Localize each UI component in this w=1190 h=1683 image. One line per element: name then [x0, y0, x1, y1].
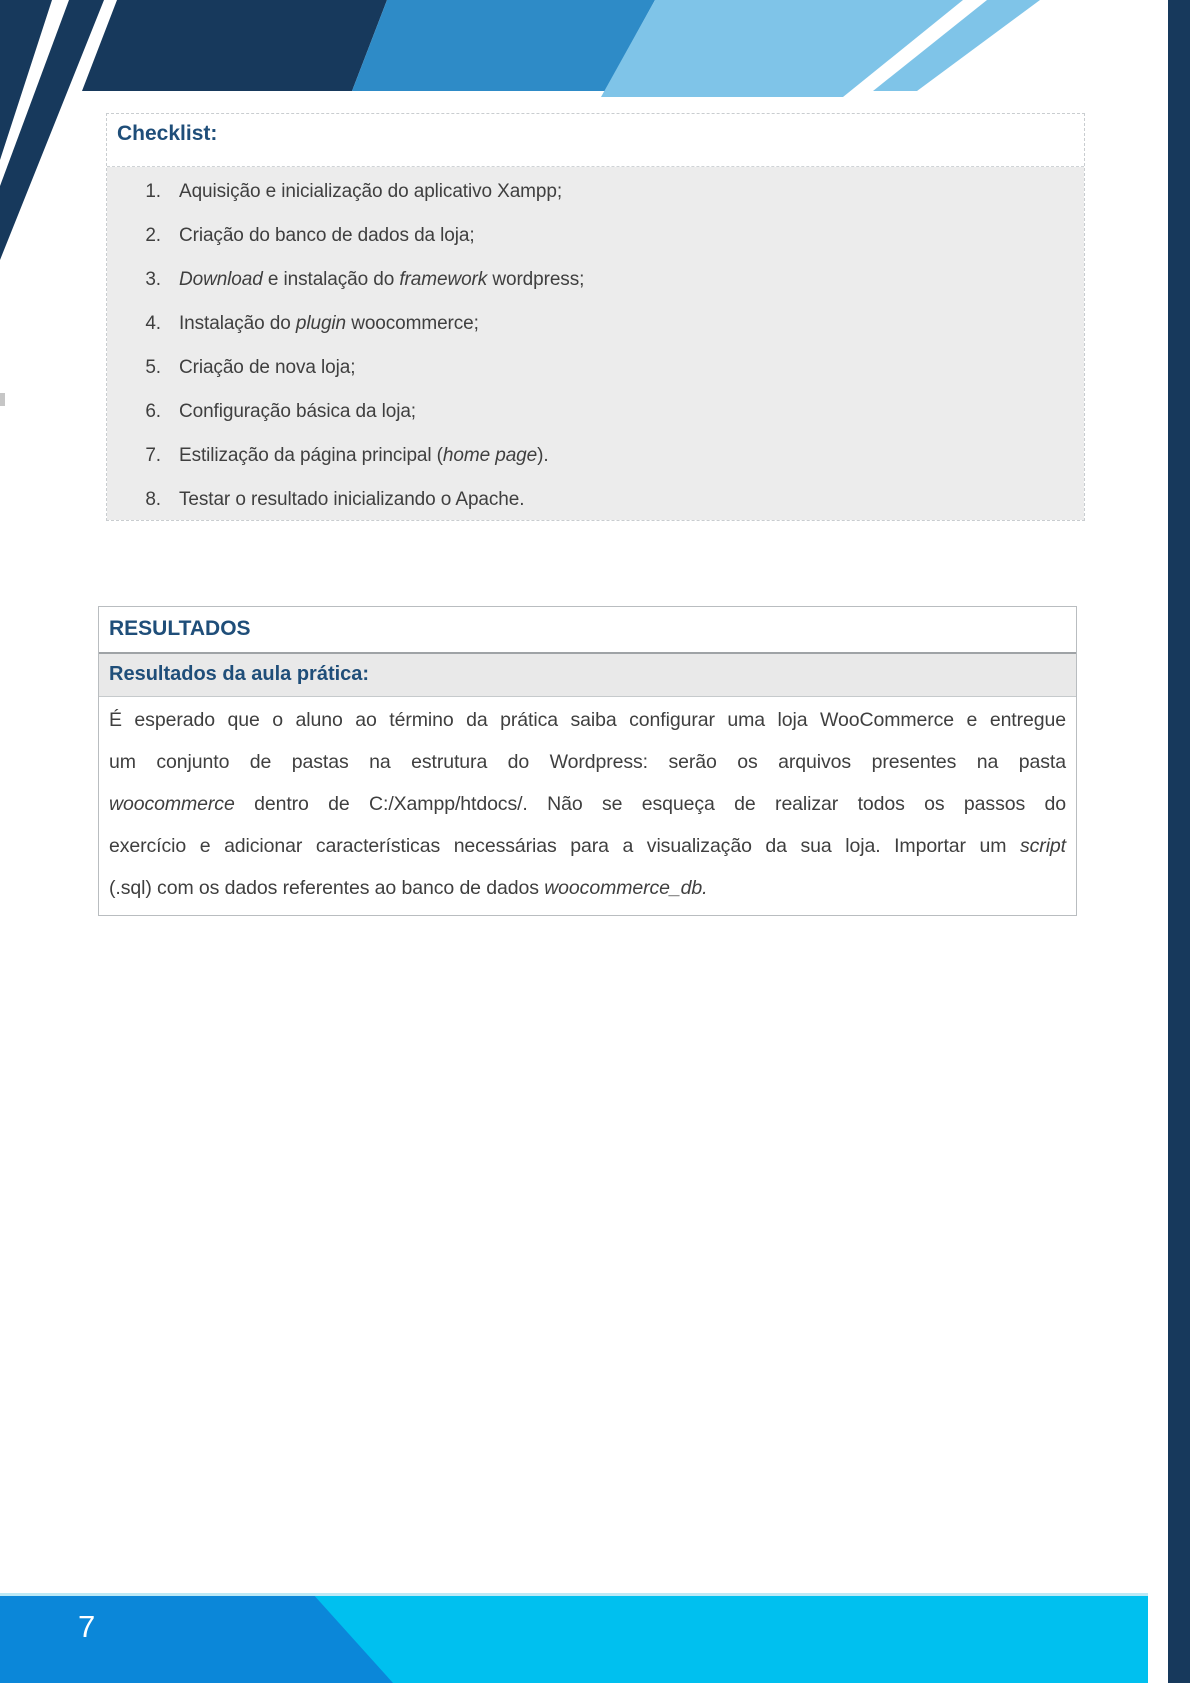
checklist-item — [107, 311, 1084, 336]
paragraph-line — [109, 867, 1066, 909]
text-segment: Testar o resultado inicializando o Apache. — [179, 489, 525, 510]
footer-band — [0, 1593, 1148, 1683]
footer-top-line — [0, 1593, 1148, 1596]
left-margin-mark — [0, 393, 5, 406]
checklist-item — [107, 355, 1084, 380]
text-segment: dentro de C:/Xampp/htdocs/. Não se esqueça de realizar todos os passos do — [234, 793, 1066, 815]
text-segment-italic: woocommerce_db. — [544, 877, 708, 899]
checklist-item-number: 4. — [145, 313, 161, 334]
text-segment-italic: script — [1020, 835, 1066, 857]
results-section-title: RESULTADOS — [109, 617, 251, 640]
checklist-item — [107, 443, 1084, 468]
checklist-item-text — [179, 223, 475, 248]
text-segment: Criação do banco de dados da loja; — [179, 225, 475, 246]
checklist-item — [107, 399, 1084, 424]
checklist-item-number: 8. — [145, 489, 161, 510]
text-segment-italic: Download — [179, 269, 263, 290]
text-segment-italic: home page — [442, 445, 538, 466]
checklist-item-number: 5. — [145, 357, 161, 378]
text-segment: wordpress; — [487, 269, 585, 290]
checklist-item-number: 7. — [145, 445, 161, 466]
checklist-item-text — [179, 355, 355, 380]
checklist-body — [107, 167, 1084, 520]
checklist-title: Checklist: — [117, 122, 218, 145]
text-segment: Instalação do — [179, 313, 296, 334]
page-number: 7 — [78, 1609, 96, 1644]
text-segment: Configuração básica da loja; — [179, 401, 416, 422]
text-segment: ). — [537, 445, 549, 466]
checklist-item-text — [179, 311, 479, 336]
checklist-header — [107, 114, 1084, 167]
footer-decoration — [0, 1593, 1148, 1683]
checklist-item-number: 1. — [145, 181, 161, 202]
text-segment: Aquisição e inicialização do aplicativo Xampp; — [179, 181, 563, 202]
checklist-item — [107, 487, 1084, 512]
results-box — [98, 606, 1077, 916]
header-stripe-blue — [352, 0, 655, 91]
checklist-item-text — [179, 179, 562, 204]
checklist-item — [107, 223, 1084, 248]
checklist-item-text — [179, 487, 524, 512]
text-segment: exercício e adicionar características necessárias para a visualização da sua loja. Importar um — [109, 835, 1020, 857]
text-segment: É esperado que o aluno ao término da prática saiba configurar uma loja WooCommerce e entregue — [109, 709, 1066, 731]
results-paragraph — [99, 697, 1076, 915]
header-stripe-navy-large — [82, 0, 387, 91]
paragraph-line — [109, 741, 1066, 783]
checklist-item-text — [179, 443, 549, 468]
text-segment: Criação de nova loja; — [179, 357, 356, 378]
checklist-item-number: 3. — [145, 269, 161, 290]
checklist-box — [106, 113, 1085, 521]
text-segment: e instalação do — [262, 269, 400, 290]
right-edge-band — [1168, 0, 1190, 1683]
paragraph-line — [109, 825, 1066, 867]
checklist-item-number: 2. — [145, 225, 161, 246]
checklist-item — [107, 267, 1084, 292]
checklist-item-text — [179, 399, 416, 424]
text-segment: Estilização da página principal ( — [179, 445, 443, 466]
text-segment-italic: woocommerce — [109, 793, 235, 815]
checklist-item-number: 6. — [145, 401, 161, 422]
text-segment: um conjunto de pastas na estrutura do Wordpress: serão os arquivos presentes na pasta — [109, 751, 1066, 773]
text-segment-italic: framework — [399, 269, 488, 290]
paragraph-line — [109, 783, 1066, 825]
checklist-item-text — [179, 267, 584, 292]
checklist-item — [107, 179, 1084, 204]
results-subsection-title: Resultados da aula prática: — [109, 663, 370, 685]
results-section-header — [99, 607, 1076, 652]
paragraph-line — [109, 699, 1066, 741]
results-subsection-header — [99, 652, 1076, 697]
text-segment: (.sql) com os dados referentes ao banco de dados — [109, 877, 545, 899]
text-segment: woocommerce; — [346, 313, 479, 334]
text-segment-italic: plugin — [295, 313, 347, 334]
